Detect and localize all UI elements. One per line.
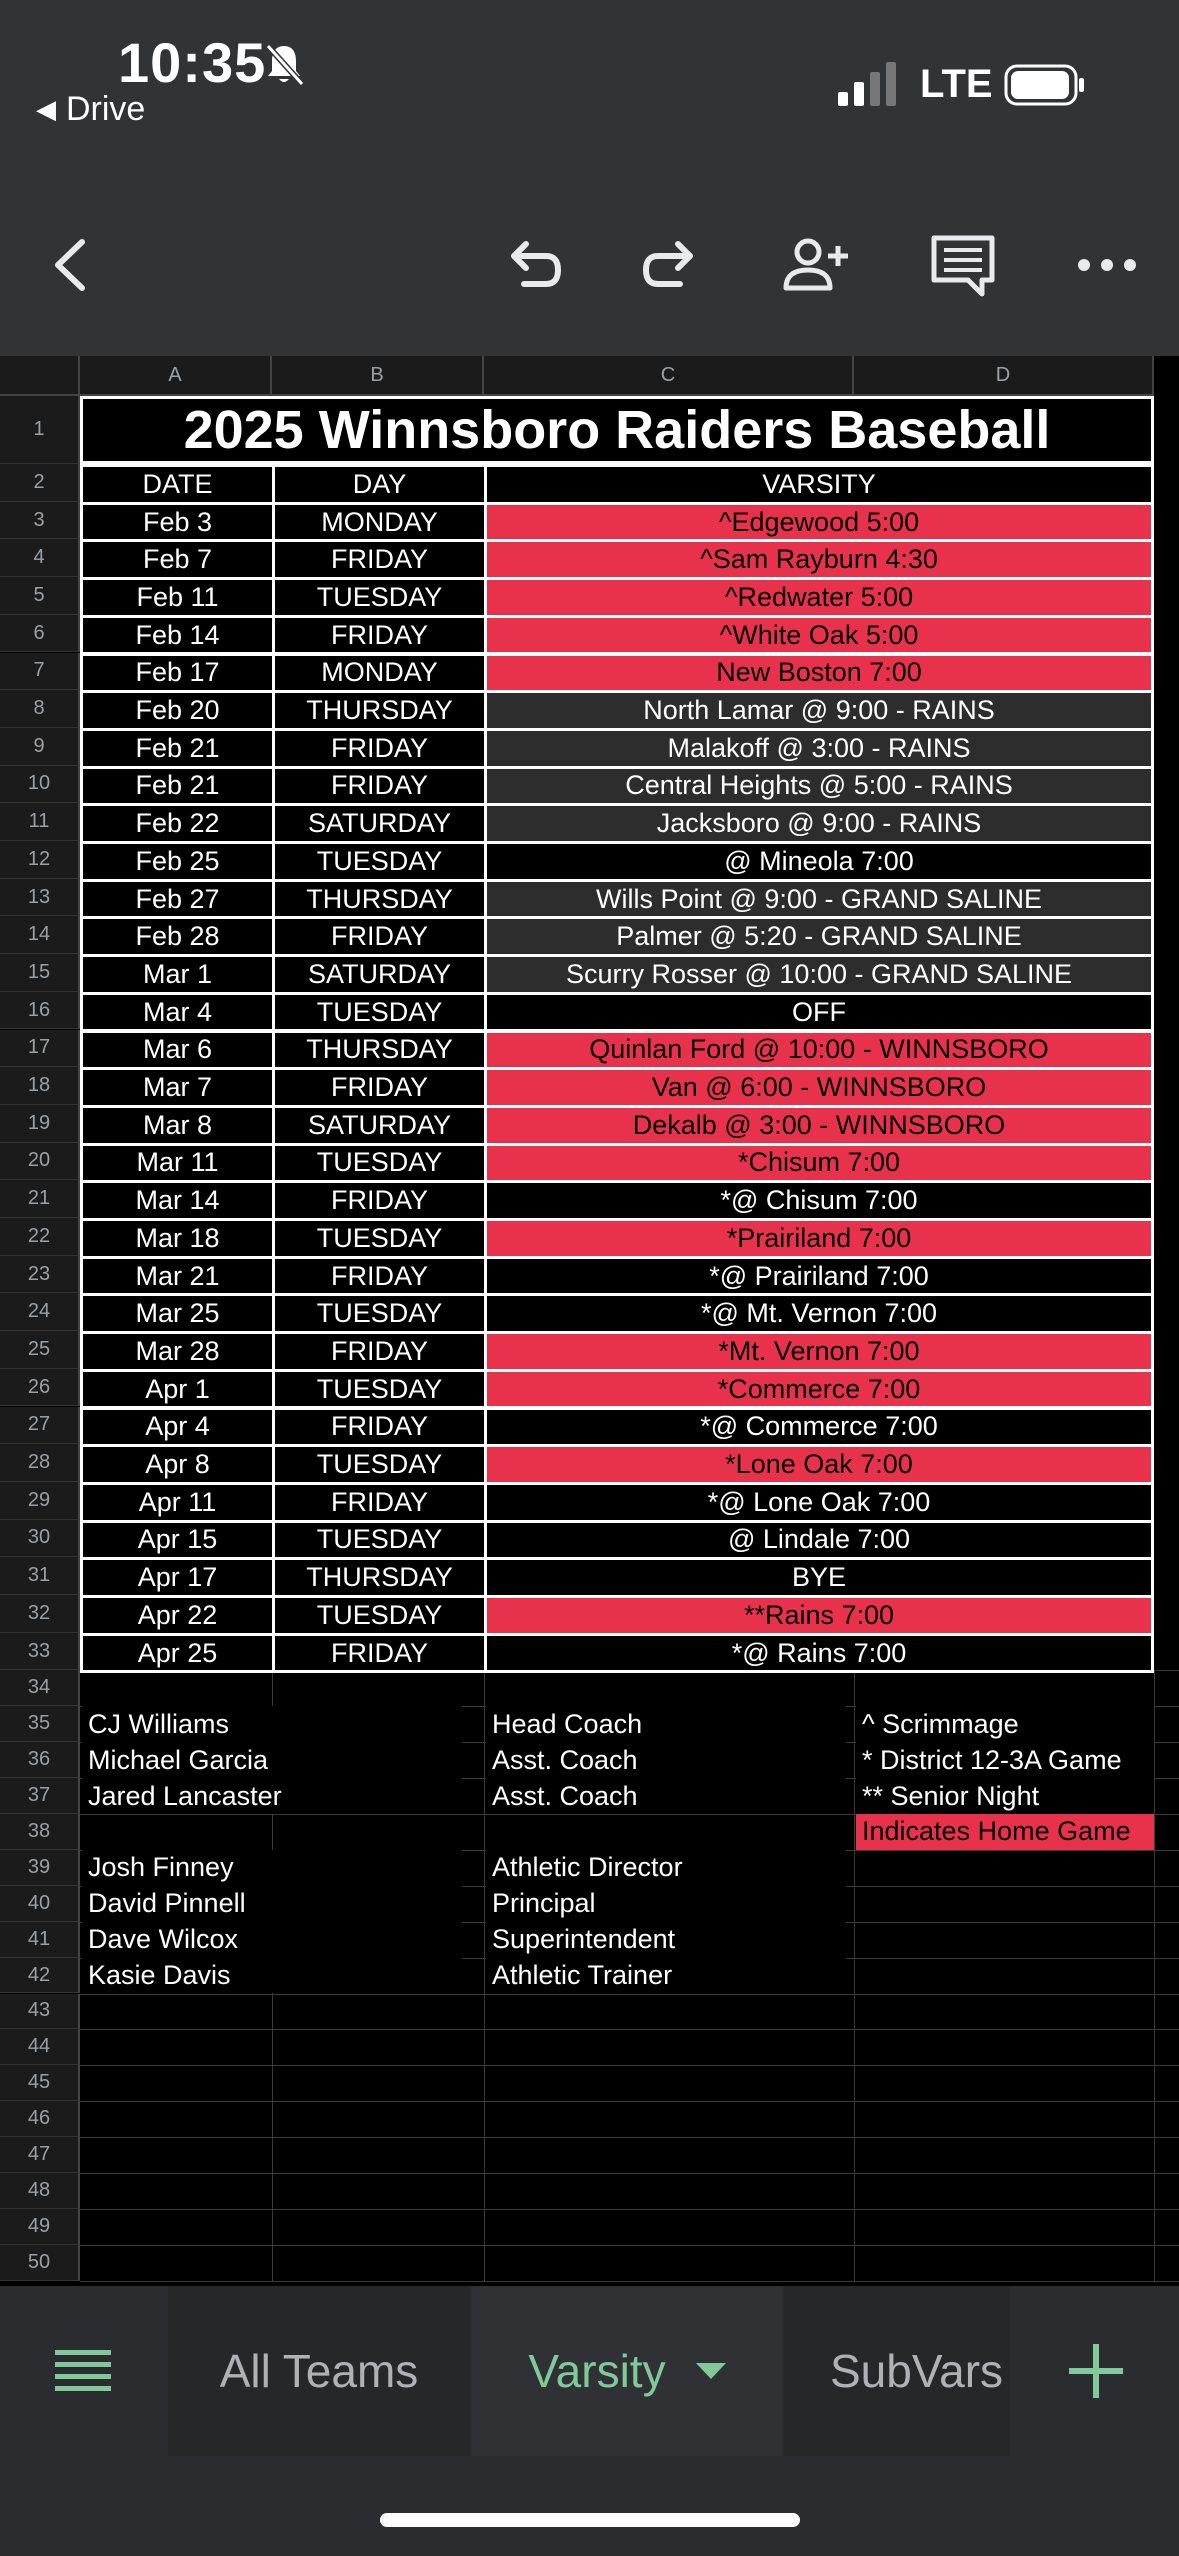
signal-icon <box>836 62 900 106</box>
game-opponent-cell[interactable]: BYE <box>484 1557 1154 1598</box>
staff-name-cell[interactable]: CJ Williams <box>82 1706 462 1742</box>
row-header[interactable]: 11 <box>0 803 80 841</box>
game-date-cell[interactable]: Mar 11 <box>80 1143 275 1184</box>
game-day-cell[interactable]: THURSDAY <box>272 1557 487 1598</box>
game-date-cell[interactable]: Feb 25 <box>80 841 275 882</box>
battery-icon <box>1004 64 1086 106</box>
game-opponent-cell[interactable]: ^Edgewood 5:00 <box>484 502 1154 543</box>
game-date-cell[interactable]: Apr 8 <box>80 1444 275 1485</box>
game-date-cell[interactable]: Mar 14 <box>80 1180 275 1221</box>
game-opponent-cell[interactable]: Wills Point @ 9:00 - GRAND SALINE <box>484 879 1154 920</box>
game-opponent-cell[interactable]: *Prairiland 7:00 <box>484 1218 1154 1259</box>
row-header[interactable]: 45 <box>0 2065 80 2101</box>
row-header[interactable]: 37 <box>0 1778 80 1814</box>
game-opponent-cell[interactable]: New Boston 7:00 <box>484 653 1154 694</box>
undo-icon[interactable] <box>496 230 566 300</box>
row-header[interactable]: 34 <box>0 1670 80 1706</box>
row-header[interactable]: 42 <box>0 1958 80 1994</box>
game-opponent-cell[interactable]: Malakoff @ 3:00 - RAINS <box>484 728 1154 769</box>
game-day-cell[interactable]: FRIDAY <box>272 1180 487 1221</box>
game-day-cell[interactable]: TUESDAY <box>272 1143 487 1184</box>
row-header[interactable]: 33 <box>0 1633 80 1671</box>
game-opponent-cell[interactable]: *@ Rains 7:00 <box>484 1633 1154 1674</box>
row-header[interactable]: 31 <box>0 1557 80 1595</box>
game-date-cell[interactable]: Mar 18 <box>80 1218 275 1259</box>
row-header[interactable]: 46 <box>0 2101 80 2137</box>
game-day-cell[interactable]: FRIDAY <box>272 1067 487 1108</box>
header-varsity-cell[interactable]: VARSITY <box>484 464 1154 505</box>
tab-varsity-label: Varsity <box>528 2345 666 2397</box>
game-opponent-cell[interactable]: *Commerce 7:00 <box>484 1369 1154 1410</box>
row-header[interactable]: 12 <box>0 841 80 879</box>
add-sheet-button[interactable] <box>1012 2286 1179 2456</box>
grid-line <box>80 2137 1179 2138</box>
row-header[interactable]: 16 <box>0 992 80 1030</box>
row-header[interactable]: 41 <box>0 1922 80 1958</box>
select-all-corner[interactable] <box>0 356 80 396</box>
game-day-cell[interactable]: SATURDAY <box>272 1105 487 1146</box>
game-date-cell[interactable]: Mar 6 <box>80 1030 275 1071</box>
legend-cell[interactable]: * District 12-3A Game <box>856 1742 1154 1778</box>
game-date-cell[interactable]: Feb 21 <box>80 728 275 769</box>
game-day-cell[interactable]: FRIDAY <box>272 766 487 807</box>
status-bar <box>0 0 1179 160</box>
home-indicator-area <box>0 2456 1179 2556</box>
game-day-cell[interactable]: FRIDAY <box>272 728 487 769</box>
column-header-a[interactable]: A <box>80 356 272 396</box>
game-opponent-cell[interactable]: *Lone Oak 7:00 <box>484 1444 1154 1485</box>
game-date-cell[interactable]: Apr 11 <box>80 1482 275 1523</box>
legend-home-game-cell[interactable]: Indicates Home Game <box>856 1814 1154 1850</box>
game-day-cell[interactable]: THURSDAY <box>272 879 487 920</box>
grid-line <box>80 2245 1179 2246</box>
staff-name-cell[interactable]: Dave Wilcox <box>82 1922 462 1958</box>
tab-dropdown-icon[interactable] <box>696 2361 726 2381</box>
row-header[interactable]: 2 <box>0 464 80 502</box>
sheet-toolbar <box>0 160 1179 356</box>
row-header[interactable]: 20 <box>0 1143 80 1181</box>
row-header[interactable]: 1 <box>0 396 80 464</box>
grid-line <box>854 1670 855 2280</box>
game-opponent-cell[interactable]: @ Lindale 7:00 <box>484 1520 1154 1561</box>
row-header[interactable]: 32 <box>0 1595 80 1633</box>
row-header[interactable]: 14 <box>0 916 80 954</box>
status-time: 10:35 <box>118 31 267 94</box>
muted-bell-icon <box>262 40 306 88</box>
game-date-cell[interactable]: Apr 1 <box>80 1369 275 1410</box>
sheet-list-button[interactable] <box>0 2286 166 2456</box>
game-date-cell[interactable]: Mar 28 <box>80 1331 275 1372</box>
game-day-cell[interactable]: SATURDAY <box>272 954 487 995</box>
row-header[interactable]: 48 <box>0 2173 80 2209</box>
game-day-cell[interactable]: FRIDAY <box>272 1256 487 1297</box>
game-opponent-cell[interactable]: North Lamar @ 9:00 - RAINS <box>484 690 1154 731</box>
game-day-cell[interactable]: TUESDAY <box>272 841 487 882</box>
back-to-drive[interactable] <box>36 90 145 129</box>
game-opponent-cell[interactable]: *@ Mt. Vernon 7:00 <box>484 1293 1154 1334</box>
row-header[interactable]: 50 <box>0 2245 80 2281</box>
row-header[interactable]: 26 <box>0 1369 80 1407</box>
grid-line <box>1154 1670 1155 2280</box>
row-header[interactable]: 5 <box>0 577 80 615</box>
staff-role-cell[interactable]: Athletic Trainer <box>486 1958 846 1994</box>
game-day-cell[interactable]: FRIDAY <box>272 1407 487 1448</box>
grid-line <box>80 2173 1179 2174</box>
row-header[interactable]: 36 <box>0 1742 80 1778</box>
game-opponent-cell[interactable]: *Mt. Vernon 7:00 <box>484 1331 1154 1372</box>
header-date-cell[interactable]: DATE <box>80 464 275 505</box>
game-opponent-cell[interactable]: Palmer @ 5:20 - GRAND SALINE <box>484 916 1154 957</box>
game-day-cell[interactable]: TUESDAY <box>272 1595 487 1636</box>
game-opponent-cell[interactable]: Quinlan Ford @ 10:00 - WINNSBORO <box>484 1030 1154 1071</box>
plus-icon <box>1069 2344 1123 2398</box>
game-date-cell[interactable]: Feb 28 <box>80 916 275 957</box>
game-opponent-cell[interactable]: ^White Oak 5:00 <box>484 615 1154 656</box>
game-day-cell[interactable]: SATURDAY <box>272 803 487 844</box>
staff-role-cell[interactable]: Principal <box>486 1886 846 1922</box>
grid-line <box>80 2281 1179 2282</box>
game-day-cell[interactable]: FRIDAY <box>272 539 487 580</box>
row-header[interactable]: 39 <box>0 1850 80 1886</box>
row-header[interactable]: 18 <box>0 1067 80 1105</box>
staff-name-cell[interactable]: Josh Finney <box>82 1850 462 1886</box>
staff-role-cell[interactable]: Asst. Coach <box>486 1778 846 1814</box>
grid-line <box>80 1994 1179 1995</box>
game-day-cell[interactable]: TUESDAY <box>272 1369 487 1410</box>
game-day-cell[interactable]: TUESDAY <box>272 1444 487 1485</box>
sheet-title-cell[interactable]: 2025 Winnsboro Raiders Baseball <box>80 396 1154 464</box>
game-date-cell[interactable]: Feb 17 <box>80 653 275 694</box>
game-opponent-cell[interactable]: *@ Chisum 7:00 <box>484 1180 1154 1221</box>
row-header[interactable]: 30 <box>0 1520 80 1558</box>
chevron-left-icon[interactable] <box>36 230 106 300</box>
grid-line <box>80 2065 1179 2066</box>
game-day-cell[interactable]: TUESDAY <box>272 1218 487 1259</box>
game-opponent-cell[interactable]: OFF <box>484 992 1154 1033</box>
game-date-cell[interactable]: Feb 11 <box>80 577 275 618</box>
staff-name-cell[interactable]: Jared Lancaster <box>82 1778 462 1814</box>
staff-name-cell[interactable]: Kasie Davis <box>82 1958 462 1994</box>
game-date-cell[interactable]: Apr 22 <box>80 1595 275 1636</box>
game-opponent-cell[interactable]: *@ Prairiland 7:00 <box>484 1256 1154 1297</box>
game-date-cell[interactable]: Apr 4 <box>80 1407 275 1448</box>
game-day-cell[interactable]: THURSDAY <box>272 690 487 731</box>
staff-role-cell[interactable]: Superintendent <box>486 1922 846 1958</box>
game-day-cell[interactable]: FRIDAY <box>272 1482 487 1523</box>
legend-cell[interactable]: ** Senior Night <box>856 1778 1154 1814</box>
tab-subvarsity-label: SubVars <box>830 2345 1004 2397</box>
row-header[interactable]: 19 <box>0 1105 80 1143</box>
grid-line <box>80 2029 1179 2030</box>
more-horizontal-icon[interactable] <box>1072 230 1142 300</box>
game-day-cell[interactable]: FRIDAY <box>272 916 487 957</box>
game-day-cell[interactable]: FRIDAY <box>272 615 487 656</box>
game-date-cell[interactable]: Mar 25 <box>80 1293 275 1334</box>
staff-name-cell[interactable]: Michael Garcia <box>82 1742 462 1778</box>
game-opponent-cell[interactable]: *@ Lone Oak 7:00 <box>484 1482 1154 1523</box>
row-header[interactable]: 29 <box>0 1482 80 1520</box>
game-date-cell[interactable]: Feb 20 <box>80 690 275 731</box>
game-date-cell[interactable]: Apr 25 <box>80 1633 275 1674</box>
game-opponent-cell[interactable]: Central Heights @ 5:00 - RAINS <box>484 766 1154 807</box>
home-indicator <box>380 2513 800 2527</box>
game-opponent-cell[interactable]: Van @ 6:00 - WINNSBORO <box>484 1067 1154 1108</box>
game-opponent-cell[interactable]: @ Mineola 7:00 <box>484 841 1154 882</box>
game-opponent-cell[interactable]: Dekalb @ 3:00 - WINNSBORO <box>484 1105 1154 1146</box>
sheet-list-icon <box>55 2348 111 2394</box>
row-header[interactable]: 4 <box>0 539 80 577</box>
legend-cell[interactable]: ^ Scrimmage <box>856 1706 1154 1742</box>
game-opponent-cell[interactable]: ^Redwater 5:00 <box>484 577 1154 618</box>
row-header[interactable]: 23 <box>0 1256 80 1294</box>
row-header[interactable]: 24 <box>0 1293 80 1331</box>
row-header[interactable]: 35 <box>0 1706 80 1742</box>
grid-line <box>484 1670 485 2280</box>
network-label: LTE <box>920 62 993 106</box>
game-date-cell[interactable]: Mar 8 <box>80 1105 275 1146</box>
row-header[interactable]: 9 <box>0 728 80 766</box>
spreadsheet-grid[interactable] <box>0 356 1179 2286</box>
game-date-cell[interactable]: Apr 17 <box>80 1557 275 1598</box>
row-header[interactable]: 25 <box>0 1331 80 1369</box>
row-header[interactable]: 43 <box>0 1994 80 2030</box>
game-opponent-cell[interactable]: ^Sam Rayburn 4:30 <box>484 539 1154 580</box>
column-header-b[interactable]: B <box>272 356 484 396</box>
game-opponent-cell[interactable]: *Chisum 7:00 <box>484 1143 1154 1184</box>
row-header[interactable]: 40 <box>0 1886 80 1922</box>
staff-role-cell[interactable]: Athletic Director <box>486 1850 846 1886</box>
game-day-cell[interactable]: THURSDAY <box>272 1030 487 1071</box>
game-date-cell[interactable]: Feb 22 <box>80 803 275 844</box>
game-date-cell[interactable]: Feb 21 <box>80 766 275 807</box>
column-header-c[interactable]: C <box>484 356 854 396</box>
sheet-tabs-bar <box>0 2286 1179 2456</box>
row-header[interactable]: 28 <box>0 1444 80 1482</box>
row-header[interactable]: 21 <box>0 1180 80 1218</box>
row-header[interactable]: 17 <box>0 1030 80 1068</box>
staff-role-cell[interactable]: Head Coach <box>486 1706 846 1742</box>
game-date-cell[interactable]: Mar 4 <box>80 992 275 1033</box>
game-opponent-cell[interactable]: Scurry Rosser @ 10:00 - GRAND SALINE <box>484 954 1154 995</box>
row-header[interactable]: 15 <box>0 954 80 992</box>
row-header[interactable]: 10 <box>0 766 80 804</box>
add-person-icon[interactable] <box>780 230 850 300</box>
row-header[interactable]: 49 <box>0 2209 80 2245</box>
game-opponent-cell[interactable]: *@ Commerce 7:00 <box>484 1407 1154 1448</box>
comment-icon[interactable] <box>928 230 998 300</box>
game-date-cell[interactable]: Feb 7 <box>80 539 275 580</box>
grid-line <box>80 2209 1179 2210</box>
tab-subvarsity[interactable] <box>784 2286 1010 2456</box>
row-header[interactable]: 44 <box>0 2029 80 2065</box>
game-date-cell[interactable]: Apr 15 <box>80 1520 275 1561</box>
staff-role-cell[interactable]: Asst. Coach <box>486 1742 846 1778</box>
row-header[interactable]: 8 <box>0 690 80 728</box>
game-day-cell[interactable]: TUESDAY <box>272 1520 487 1561</box>
row-header[interactable]: 22 <box>0 1218 80 1256</box>
game-opponent-cell[interactable]: Jacksboro @ 9:00 - RAINS <box>484 803 1154 844</box>
game-date-cell[interactable]: Feb 14 <box>80 615 275 656</box>
row-header[interactable]: 7 <box>0 653 80 691</box>
back-triangle-icon: ◀ <box>36 94 56 124</box>
redo-icon[interactable] <box>638 230 708 300</box>
row-header[interactable]: 13 <box>0 879 80 917</box>
game-opponent-cell[interactable]: **Rains 7:00 <box>484 1595 1154 1636</box>
game-day-cell[interactable]: TUESDAY <box>272 577 487 618</box>
row-header[interactable]: 6 <box>0 615 80 653</box>
row-header[interactable]: 3 <box>0 502 80 540</box>
header-day-cell[interactable]: DAY <box>272 464 487 505</box>
row-header[interactable]: 27 <box>0 1407 80 1445</box>
game-day-cell[interactable]: TUESDAY <box>272 1293 487 1334</box>
game-date-cell[interactable]: Mar 21 <box>80 1256 275 1297</box>
tab-all-teams[interactable] <box>168 2286 470 2456</box>
game-day-cell[interactable]: MONDAY <box>272 502 487 543</box>
tab-all-teams-label: All Teams <box>219 2345 419 2397</box>
back-app-label: Drive <box>66 90 146 128</box>
game-date-cell[interactable]: Mar 1 <box>80 954 275 995</box>
game-day-cell[interactable]: TUESDAY <box>272 992 487 1033</box>
game-date-cell[interactable]: Feb 27 <box>80 879 275 920</box>
game-day-cell[interactable]: FRIDAY <box>272 1331 487 1372</box>
game-day-cell[interactable]: FRIDAY <box>272 1633 487 1674</box>
staff-name-cell[interactable]: David Pinnell <box>82 1886 462 1922</box>
column-header-d[interactable]: D <box>854 356 1154 396</box>
grid-line <box>80 2101 1179 2102</box>
game-date-cell[interactable]: Mar 7 <box>80 1067 275 1108</box>
game-day-cell[interactable]: MONDAY <box>272 653 487 694</box>
row-header[interactable]: 47 <box>0 2137 80 2173</box>
game-date-cell[interactable]: Feb 3 <box>80 502 275 543</box>
tab-varsity[interactable] <box>472 2286 782 2456</box>
row-header[interactable]: 38 <box>0 1814 80 1850</box>
